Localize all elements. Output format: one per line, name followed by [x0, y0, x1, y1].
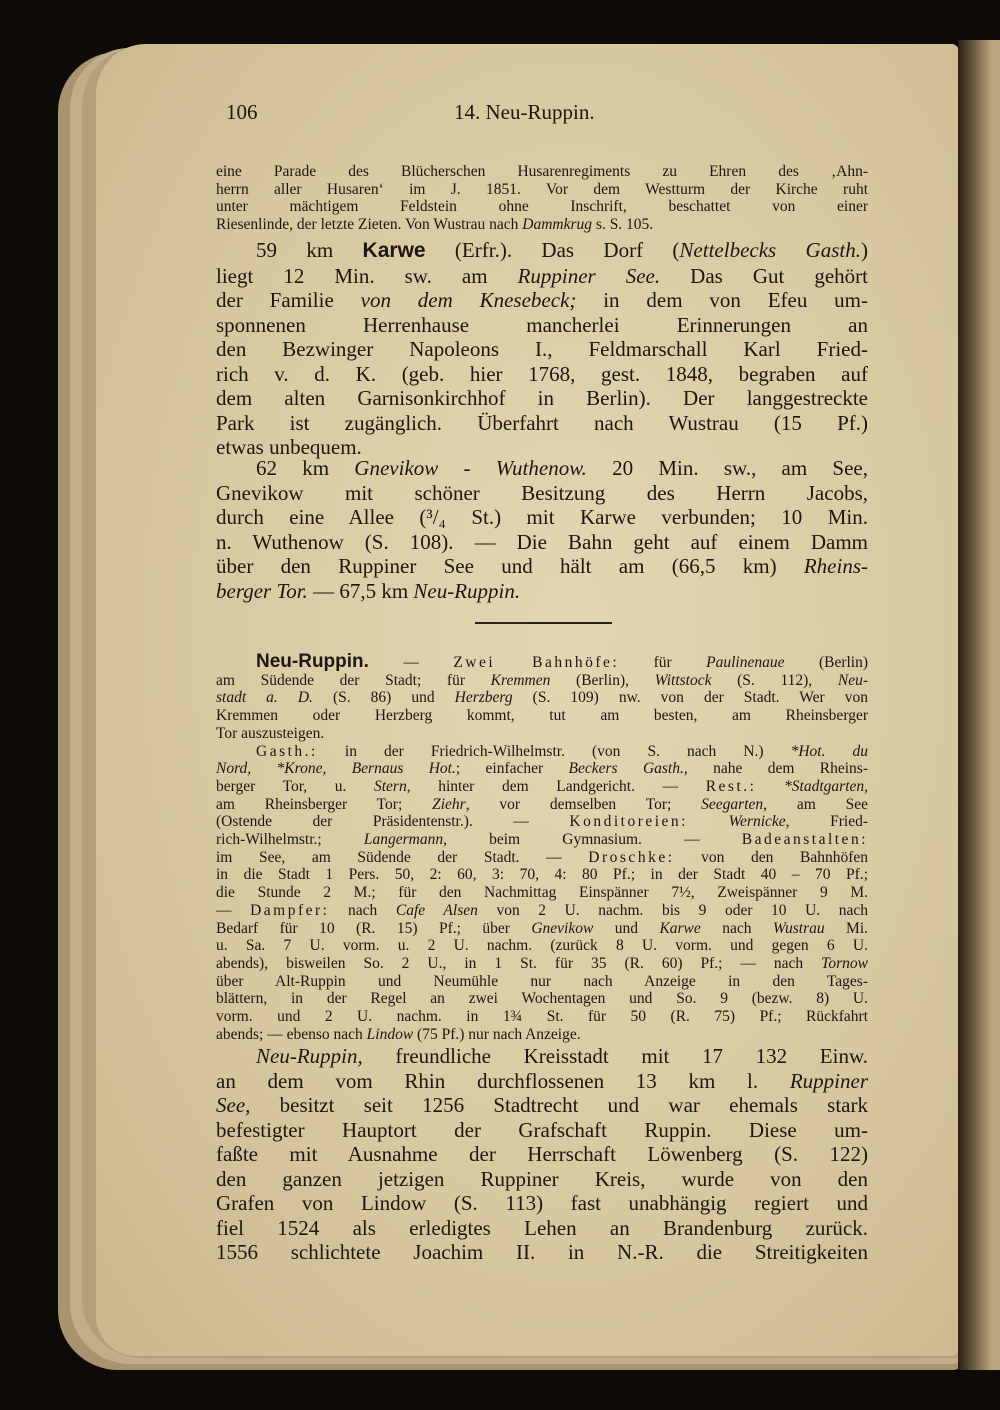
- italic-run: von dem Knesebeck;: [360, 288, 577, 312]
- italic-run: Karwe: [659, 919, 701, 937]
- italic-run: Paulinenaue: [706, 654, 785, 671]
- spaced-run: Badeanstalten:: [741, 831, 868, 849]
- text-run: an dem vom Rhin durchflossenen 13 km l.: [216, 1068, 790, 1093]
- bold-run: Karwe: [362, 239, 426, 262]
- text-run: nach: [700, 919, 773, 937]
- text-line: [216, 238, 868, 264]
- text-run: (Berlin),: [550, 671, 655, 689]
- italic-run: Dammkrug: [522, 216, 593, 234]
- text-run: durch eine Allee (³/₄ St.) mit Karwe verbunden; 10 Min.: [216, 505, 868, 529]
- text-run: —: [216, 901, 251, 919]
- text-run: , nahe dem Rheins-: [683, 760, 868, 778]
- text-line: [216, 1008, 868, 1026]
- text-run: Bedarf für 10 (R. 15) Pf.; über: [216, 919, 532, 937]
- text-run: 1556 schlichtete Joachim II. in N.-R. die Streitigkeiten: [216, 1240, 868, 1264]
- text-run: den Bezwinger Napoleons I., Feldmarschall Karl Fried-: [216, 337, 868, 361]
- text-line: [216, 362, 868, 387]
- text-run: im See, am Südende der Stadt. —: [216, 848, 589, 866]
- text-run: 20 Min. sw., am See,: [586, 456, 868, 480]
- text-run: am Südende der Stadt; für: [216, 671, 491, 689]
- practical-info: [216, 653, 868, 1043]
- text-run: eine Parade des Blücherschen Husarenregiments zu Ehren des ‚Ahn-: [216, 163, 868, 180]
- text-line: [216, 530, 868, 555]
- text-line: [216, 386, 868, 411]
- text-line: [216, 456, 868, 481]
- text-run: abends; — ebenso nach: [216, 1025, 367, 1043]
- text-line: [216, 1240, 868, 1265]
- italic-run: Neu-Ruppin.: [413, 578, 521, 603]
- text-run: über den Ruppiner See und hält am (66,5 km): [216, 554, 804, 578]
- text-line: [216, 313, 868, 338]
- heading-run: Neu-Ruppin.: [256, 651, 369, 672]
- text-run: Mi.: [824, 919, 869, 937]
- italic-run: Neu-Ruppin,: [256, 1044, 363, 1068]
- text-line: [216, 866, 868, 884]
- text-run: ; einfacher: [455, 760, 569, 778]
- text-run: [688, 813, 729, 830]
- text-run: Riesenlinde, der letzte Zieten. Von Wustrau nach: [216, 216, 523, 234]
- text-line: [216, 411, 868, 436]
- text-line: [216, 1026, 868, 1044]
- text-run: Park ist zugänglich. Überfahrt nach Wustrau (15 Pf.): [216, 410, 868, 435]
- section-divider: [475, 622, 612, 624]
- spaced-run: Konditoreien:: [569, 813, 688, 831]
- italic-run: Langermann: [363, 831, 444, 849]
- italic-run: berger Tor.: [216, 578, 308, 603]
- italic-run: Ziehr: [432, 795, 466, 813]
- italic-run: Stern: [374, 777, 407, 795]
- text-line: [216, 579, 868, 604]
- text-run: etwas unbequem.: [216, 435, 362, 459]
- text-line: [216, 554, 868, 579]
- text-line: [216, 1044, 868, 1069]
- italic-run: Nettelbecks Gasth.: [679, 238, 861, 262]
- text-run: n. Wuthenow (S. 108). — Die Bahn geht auf einem Damm: [216, 529, 868, 554]
- spaced-run: Dampfer:: [250, 901, 330, 919]
- text-line: [216, 1142, 868, 1167]
- text-line: [216, 796, 868, 814]
- text-line: [216, 672, 868, 690]
- text-line: [216, 813, 868, 831]
- text-run: , beim Gymnasium. —: [443, 831, 742, 849]
- text-run: , am See: [763, 795, 868, 813]
- text-run: (S. 112),: [711, 671, 838, 689]
- spaced-run: Gasth.:: [256, 742, 318, 760]
- text-run: Grafen von Lindow (S. 113) fast unabhängig regiert und: [216, 1191, 868, 1215]
- text-run: u. Sa. 7 U. vorm. u. 2 U. nachm. (zurück 8 U. vorm. und gegen 6 U.: [216, 937, 868, 955]
- text-run: berger Tor, u.: [216, 777, 374, 795]
- text-line: [216, 481, 868, 506]
- text-run: ): [860, 238, 868, 262]
- text-run: —: [368, 654, 454, 671]
- book-gutter: [958, 40, 1000, 1370]
- text-line: [216, 849, 868, 867]
- italic-run: Nord, *Krone, Bernaus Hot.: [216, 760, 456, 778]
- text-run: blättern, in der Regel an zwei Wochentagen und So. 9 (bezw. 8) U.: [216, 990, 868, 1008]
- text-run: herrn aller Husaren‘ im J. 1851. Vor dem Westturm der Kirche ruht: [216, 180, 868, 198]
- chapter-title: 14. Neu-Ruppin.: [454, 100, 595, 124]
- italic-run: Wernicke: [728, 813, 786, 831]
- text-run: am Rheinsberger Tor;: [216, 795, 433, 813]
- italic-run: Beckers Gasth.: [568, 760, 684, 778]
- paragraph-history: [216, 1044, 868, 1265]
- italic-run: *Stadtgarten,: [784, 777, 869, 795]
- text-run: vorm. und 2 U. nachm. in 1¾ St. für 50 (R. 75) Pf.; Rückfahrt: [216, 1008, 868, 1026]
- text-run: liegt 12 Min. sw. am: [216, 263, 518, 288]
- text-line: [216, 1191, 868, 1216]
- text-run: , vor demselben Tor;: [465, 795, 702, 813]
- italic-run: Lindow: [366, 1025, 414, 1043]
- text-run: der Familie: [216, 288, 361, 312]
- text-run: Kremmen oder Herzberg kommt, tut am besten, am Rheinsberger: [216, 707, 868, 725]
- text-run: dem alten Garnisonkirchhof in Berlin). Der langgestreckte: [216, 386, 868, 410]
- text-run: (Ostende der Präsidentenstr.). —: [216, 813, 570, 831]
- italic-run: Seegarten: [701, 795, 764, 813]
- text-run: für: [619, 654, 707, 671]
- text-line: [216, 181, 868, 199]
- text-run: (75 Pf.) nur nach Anzeige.: [413, 1025, 581, 1043]
- text-line: [216, 288, 868, 313]
- italic-run: See,: [216, 1093, 251, 1117]
- text-line: [216, 1093, 868, 1118]
- text-run: über Alt-Ruppin und Neumühle nur nach Anzeige in den Tages-: [216, 972, 868, 990]
- page-number: 106: [226, 100, 258, 124]
- italic-run: Kremmen: [490, 671, 551, 689]
- paragraph-gnevikow: [216, 456, 868, 603]
- text-line: [216, 884, 868, 902]
- text-line: [216, 1167, 868, 1192]
- spaced-run: Rest.:: [705, 777, 757, 795]
- italic-run: Wustrau: [772, 919, 825, 937]
- text-run: von 2 U. nachm. bis 9 oder 10 U. nach: [477, 901, 869, 919]
- text-run: unter mächtigem Feldstein ohne Inschrift, beschattet von einer: [216, 198, 868, 216]
- italic-run: Ruppiner See.: [517, 263, 661, 288]
- text-line: [216, 198, 868, 216]
- text-line: [216, 990, 868, 1008]
- paragraph-karwe: [216, 238, 868, 460]
- text-line: [216, 937, 868, 955]
- text-line: [216, 778, 868, 796]
- text-run: (S. 86) und: [312, 689, 455, 707]
- italic-run: Gnevikow - Wuthenow.: [354, 456, 587, 480]
- spaced-run: Droschke:: [588, 848, 675, 866]
- italic-run: stadt a. D.: [216, 689, 313, 707]
- text-line: [216, 760, 868, 778]
- text-run: (S. 109) nw. von der Stadt. Wer von: [512, 689, 869, 707]
- text-line: [216, 216, 868, 234]
- text-line: [216, 902, 868, 920]
- italic-run: Cafe Alsen: [395, 901, 478, 919]
- italic-run: Ruppiner: [789, 1068, 868, 1093]
- text-run: s. S. 105.: [592, 216, 654, 234]
- text-run: rich-Wilhelmstr.;: [216, 831, 364, 849]
- text-run: 62 km: [256, 456, 355, 480]
- text-run: freundliche Kreisstadt mit 17 132 Einw.: [362, 1044, 868, 1068]
- spaced-run: Zwei Bahnhöfe:: [453, 654, 620, 671]
- text-run: (Berlin): [784, 654, 869, 671]
- italic-run: Neu-: [837, 671, 868, 689]
- text-line: [216, 1069, 868, 1094]
- italic-run: Wittstock: [654, 671, 712, 689]
- text-run: abends), bisweilen So. 2 U., in 1 St. für 35 (R. 60) Pf.; — nach: [216, 954, 822, 972]
- text-run: und: [593, 919, 660, 937]
- text-run: rich v. d. K. (geb. hier 1768, gest. 1848, begraben auf: [216, 361, 868, 386]
- text-line: [216, 707, 868, 725]
- italic-run: Rheins-: [803, 554, 868, 578]
- text-run: faßte mit Ausnahme der Herrschaft Löwenberg (S. 122): [216, 1142, 868, 1166]
- text-run: den ganzen jetzigen Ruppiner Kreis, wurde von den: [216, 1166, 868, 1191]
- text-run: in der Friedrich-Wilhelmstr. (von S. nach N.): [317, 742, 791, 760]
- text-run: von den Bahnhöfen: [674, 848, 868, 866]
- text-run: besitzt seit 1256 Stadtrecht und war ehemals stark: [250, 1093, 868, 1117]
- italic-run: *Hot. du: [790, 742, 868, 760]
- text-run: befestigter Hauptort der Grafschaft Ruppin. Diese um-: [216, 1117, 868, 1142]
- text-line: [216, 505, 868, 530]
- text-run: Gnevikow mit schöner Besitzung des Herrn Jacobs,: [216, 480, 868, 505]
- text-run: in die Stadt 1 Pers. 50, 2: 60, 3: 70, 4: 80 Pf.; in der Stadt 40 – 70 Pf.;: [216, 866, 868, 884]
- text-run: Das Gut gehört: [660, 263, 869, 288]
- text-line: [216, 831, 868, 849]
- paragraph-intro: [216, 163, 868, 234]
- italic-run: Herzberg: [454, 689, 513, 707]
- text-run: , hinter dem Landgericht. —: [406, 777, 706, 795]
- text-line: [216, 973, 868, 991]
- text-line: [216, 955, 868, 973]
- text-run: nach: [329, 901, 396, 919]
- text-line: [216, 725, 868, 743]
- text-line: [216, 743, 868, 761]
- italic-run: Tornow: [821, 954, 868, 972]
- text-run: 59 km: [256, 238, 363, 262]
- text-run: (Erfr.). Das Dorf (: [425, 238, 680, 262]
- text-line: [216, 1118, 868, 1143]
- text-run: Tor auszusteigen.: [216, 724, 325, 742]
- text-line: [216, 920, 868, 938]
- italic-run: Gnevikow: [531, 919, 594, 937]
- text-run: fiel 1524 als erledigtes Lehen an Brandenburg zurück.: [216, 1215, 868, 1240]
- text-run: [756, 778, 784, 795]
- text-line: [216, 337, 868, 362]
- text-line: [216, 163, 868, 181]
- text-run: — 67,5 km: [307, 578, 414, 603]
- text-line: [216, 653, 868, 672]
- text-run: die Stunde 2 M.; für den Nachmittag Einspänner 7½, Zweispänner 9 M.: [216, 884, 868, 902]
- text-run: in dem von Efeu um-: [576, 288, 868, 312]
- text-run: sponnenen Herrenhause mancherlei Erinnerungen an: [216, 312, 868, 337]
- text-line: [216, 264, 868, 289]
- text-line: [216, 1216, 868, 1241]
- text-run: , Fried-: [785, 813, 868, 831]
- text-line: [216, 689, 868, 707]
